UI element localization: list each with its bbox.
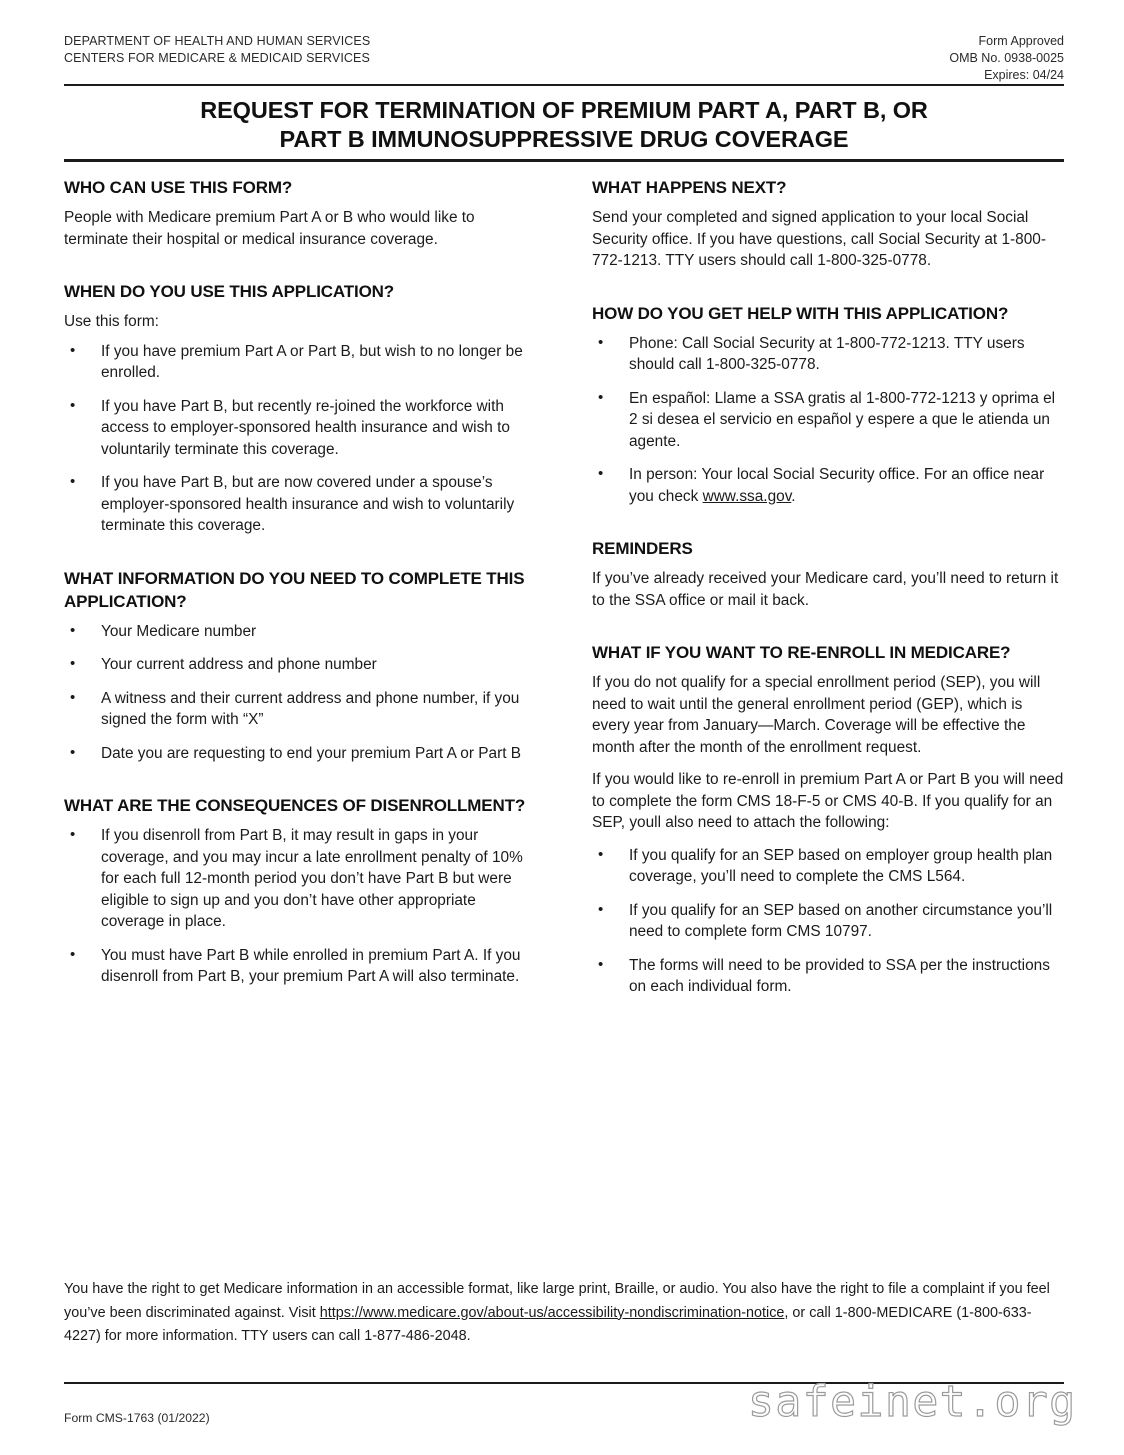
page-title bbox=[64, 96, 1064, 153]
form-approved-label: Form Approved bbox=[978, 34, 1064, 48]
accessibility-nondiscrimination-link[interactable]: https://www.medicare.gov/about-us/accessibility-nondiscrimination-notice bbox=[319, 1304, 785, 1321]
section-heading-consequences: WHAT ARE THE CONSEQUENCES OF DISENROLLMENT? bbox=[64, 796, 526, 815]
omb-expiration: Expires: 04/24 bbox=[984, 68, 1064, 82]
left-column bbox=[64, 176, 536, 988]
omb-number: OMB No. 0938-0025 bbox=[949, 51, 1064, 65]
list-item: • If you have Part B, but are now covered under a spouse’s employer-sponsored health insurance and wish to voluntarily terminate this coverage. bbox=[64, 472, 536, 537]
section-heading-how-get-help: HOW DO YOU GET HELP WITH THIS APPLICATION? bbox=[592, 303, 1009, 323]
section-what-happens-next bbox=[592, 176, 1064, 272]
list-item: • Your Medicare number bbox=[64, 621, 536, 643]
how-get-help-bullet-list bbox=[592, 333, 1064, 508]
what-information-bullet-list bbox=[64, 621, 536, 765]
section-heading-who-can-use: WHO CAN USE THIS FORM? bbox=[64, 178, 293, 197]
section-re-enroll bbox=[592, 641, 1064, 998]
page-title-line-1: REQUEST FOR TERMINATION OF PREMIUM PART A, PART B, OR bbox=[200, 97, 928, 123]
section-heading-re-enroll: WHAT IF YOU WANT TO RE-ENROLL IN MEDICARE? bbox=[592, 643, 1011, 662]
agency-department-line: DEPARTMENT OF HEALTH AND HUMAN SERVICES bbox=[64, 34, 371, 48]
who-can-use-paragraph: People with Medicare premium Part A or B who would like to terminate their hospital or medical insurance coverage. bbox=[64, 209, 475, 248]
accessibility-notice-text-before: You have the right to get Medicare information in an accessible format, like large print, Braille, or audio. You also have the right to file a complaint if you feel you’ve been discriminated against. Visit bbox=[64, 1281, 1050, 1321]
list-item-text: En español: Llame a SSA gratis al 1-800-772-1213 y oprima el 2 si desea el servicio en español y espere a que le atienda un agente. bbox=[629, 389, 1056, 450]
when-do-you-use-lead: Use this form: bbox=[64, 313, 159, 330]
accessibility-notice-text-after: , or call 1-800-MEDICARE (1-800-633-4227) for more information. TTY users can call 1-877-486-2048. bbox=[64, 1304, 1032, 1344]
reminders-paragraph: If you’ve already received your Medicare card, you’ll need to return it to the SSA office or mail it back. bbox=[592, 570, 1059, 609]
list-item-text-tail: . bbox=[791, 487, 796, 505]
agency-header bbox=[64, 33, 1064, 84]
header-divider-rule bbox=[64, 84, 1064, 86]
section-who-can-use bbox=[64, 176, 536, 250]
re-enroll-bullet-list bbox=[592, 845, 1064, 998]
form-number-label: Form CMS-1763 (01/2022) bbox=[64, 1411, 210, 1425]
list-item bbox=[592, 333, 1064, 376]
watermark: safeinet.org bbox=[748, 1377, 1077, 1427]
list-item: • If you qualify for an SEP based on employer group health plan coverage, you’ll need to complete the CMS L564. bbox=[592, 845, 1064, 888]
list-item: • If you have Part B, but recently re-joined the workforce with access to employer-sponsored health insurance and wish to voluntarily terminate this coverage. bbox=[64, 396, 536, 461]
section-when-do-you-use bbox=[64, 280, 536, 537]
when-do-you-use-bullet-list bbox=[64, 341, 536, 537]
right-column bbox=[592, 176, 1064, 998]
title-divider-rule bbox=[64, 159, 1064, 162]
section-what-information bbox=[64, 567, 536, 765]
ssa-website-link[interactable]: www.ssa.gov bbox=[702, 487, 792, 505]
list-item: • Your current address and phone number bbox=[64, 654, 536, 676]
list-item-text: Phone: Call Social Security at 1-800-772-1213. TTY users should call 1-800-325-0778. bbox=[629, 334, 1025, 373]
list-item: • The forms will need to be provided to SSA per the instructions on each individual form. bbox=[592, 955, 1064, 998]
agency-name-block bbox=[64, 33, 370, 67]
omb-approval-block bbox=[949, 33, 1064, 84]
list-item bbox=[592, 388, 1064, 453]
list-item bbox=[592, 464, 1064, 507]
agency-center-line: CENTERS FOR MEDICARE & MEDICAID SERVICES bbox=[64, 51, 370, 65]
list-item: • If you disenroll from Part B, it may result in gaps in your coverage, and you may incur a late enrollment penalty of 10% for each full 12-month period you don’t have Part B but were eligible to sign up and you don’t have other appropriate coverage in place. bbox=[64, 825, 536, 933]
footer-divider-rule bbox=[64, 1382, 1064, 1384]
list-item: • A witness and their current address and phone number, if you signed the form with “X” bbox=[64, 688, 536, 731]
page-title-line-2: PART B IMMUNOSUPPRESSIVE DRUG COVERAGE bbox=[279, 125, 849, 152]
list-item-text: In person: Your local Social Security office. For an office near you check bbox=[629, 466, 1045, 505]
consequences-bullet-list bbox=[64, 825, 536, 988]
list-item: • Date you are requesting to end your premium Part A or Part B bbox=[64, 743, 536, 765]
what-happens-next-paragraph: Send your completed and signed application to your local Social Security office. If you have questions, call Social Security at 1-800-772-1213. TTY users should call 1-800-325-0778. bbox=[592, 209, 1046, 269]
section-how-get-help bbox=[592, 302, 1064, 508]
accessibility-notice bbox=[64, 1278, 1066, 1349]
re-enroll-paragraph-1: If you do not qualify for a special enrollment period (SEP), you will need to wait until the general enrollment period (GEP), which is every year from January—March. Coverage will be effective the month after the month of the enrollment request. bbox=[592, 674, 1041, 756]
section-reminders bbox=[592, 537, 1064, 611]
list-item: • If you have premium Part A or Part B, but wish to no longer be enrolled. bbox=[64, 341, 536, 384]
re-enroll-paragraph-2: If you would like to re-enroll in premium Part A or Part B you will need to complete the form CMS 18-F-5 or CMS 40-B. If you qualify for an SEP, youll also need to attach the following: bbox=[592, 771, 1064, 831]
section-heading-what-information: WHAT INFORMATION DO YOU NEED TO COMPLETE THIS APPLICATION? bbox=[64, 568, 525, 611]
list-item: • You must have Part B while enrolled in premium Part A. If you disenroll from Part B, your premium Part A will also terminate. bbox=[64, 945, 536, 988]
section-heading-when-do-you-use: WHEN DO YOU USE THIS APPLICATION? bbox=[64, 282, 395, 301]
section-consequences bbox=[64, 794, 536, 988]
section-heading-what-happens-next: WHAT HAPPENS NEXT? bbox=[592, 178, 787, 197]
list-item: • If you qualify for an SEP based on another circumstance you’ll need to complete form CMS 10797. bbox=[592, 900, 1064, 943]
section-heading-reminders: REMINDERS bbox=[592, 539, 693, 558]
